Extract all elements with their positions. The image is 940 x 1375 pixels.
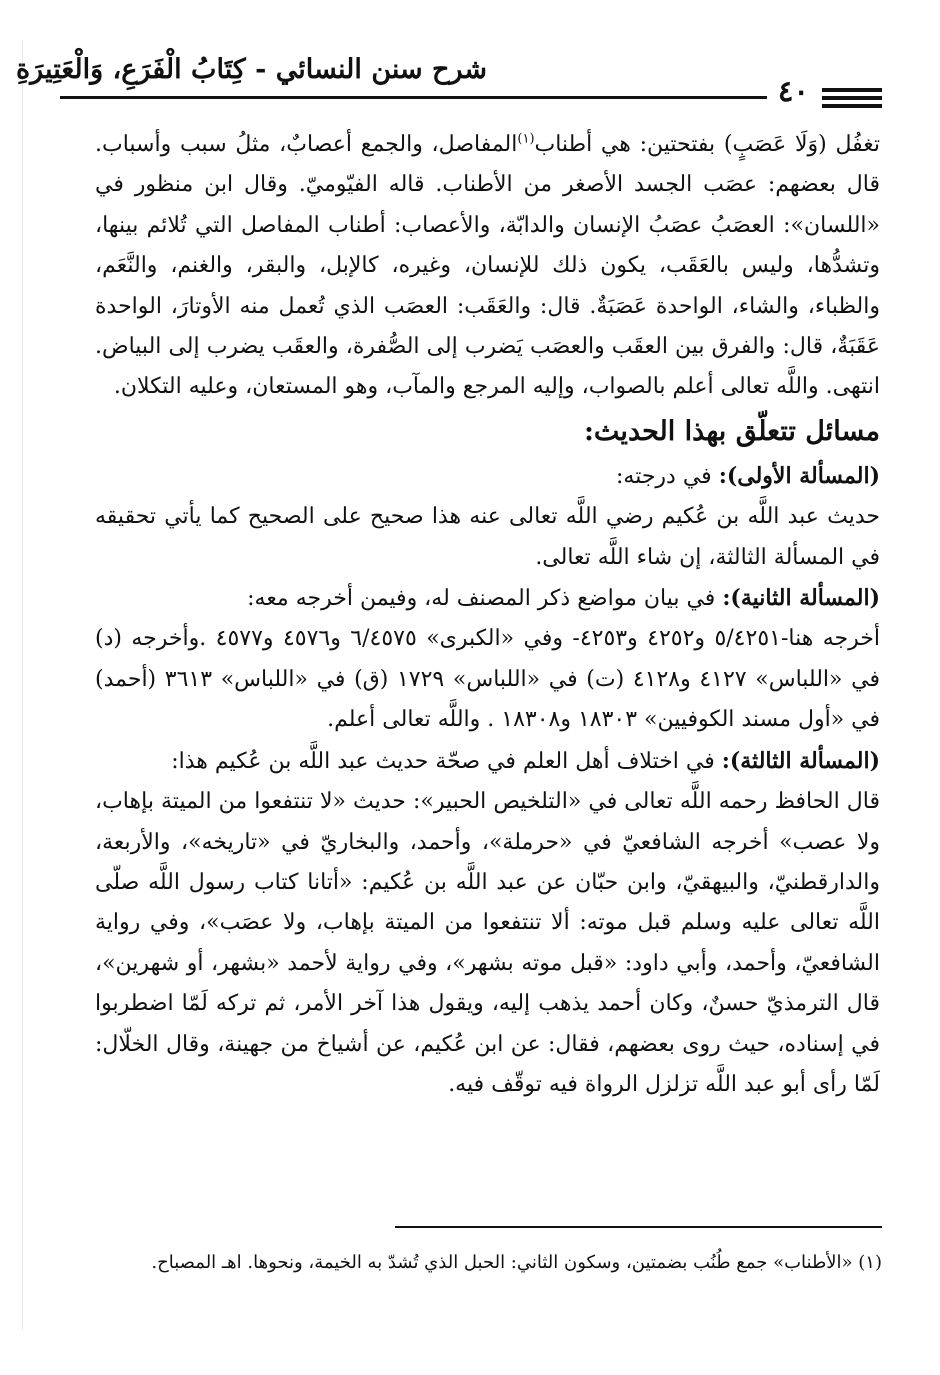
question-1-heading	[95, 456, 880, 497]
footnote-separator	[395, 1226, 882, 1228]
footnote-marker: (١)	[517, 131, 535, 147]
question-1-label: (المسألة الأولى):	[718, 462, 880, 489]
page-number-rule-top	[822, 88, 882, 92]
paragraph-intro: تغفُل (وَلَا عَصَبٍ) بفتحتين: هي أطناب	[534, 132, 881, 157]
page-edge-shadow	[22, 40, 23, 1330]
footnote: (١) «الأطناب» جمع طُنُب بضمتين، وسكون الثاني: الحبل الذي تُشدّ به الخيمة، ونحوها. اهـ المصباح.	[151, 1252, 882, 1273]
question-1-topic: في درجته:	[615, 463, 719, 489]
page-number-rule-middle	[822, 96, 882, 100]
page-number: ٤٠	[777, 74, 809, 108]
main-text	[95, 125, 880, 1105]
question-2-heading	[95, 578, 880, 619]
question-2-text: أخرجه هنا-٥/٤٢٥١ و٤٢٥٢ و٤٢٥٣- وفي «الكبرى» ٦/٤٥٧٥ و٤٥٧٦ و٤٥٧٧ .وأخرجه (د) في «اللباس» ٤١٢٧ و٤١٢٨ (ت) في «اللباس» ١٧٢٩ (ق) في «اللباس» ٣٦١٣ (أحمد) في «أول مسند الكوفيين» ١٨٣٠٣ و١٨٣٠٨ . واللَّه تعالى أعلم.	[95, 626, 880, 733]
section-title: مسائل تتعلّق بهذا الحديث:	[583, 415, 880, 447]
page-number-rule-bottom	[822, 104, 882, 108]
question-3-text: قال الحافظ رحمه اللَّه تعالى في «التلخيص الحبير»: حديث «لا تنتفعوا من الميتة بإهاب، ولا عصب» أخرجه الشافعيّ في «حرملة»، وأحمد، والبخاريّ في «تاريخه»، والأربعة، والدارقطنيّ، والبيهقيّ، وابن حبّان عن عبد اللَّه بن عُكيم: «أتانا كتاب رسول اللَّه صلّى اللَّه تعالى عليه وسلم قبل موته: ألا تنتفعوا من الميتة بإهاب، ولا عصَب»، وفي رواية الشافعيّ، وأحمد، وأبي داود: «قبل موته بشهر»، وفي رواية لأحمد «بشهر، أو شهرين»، قال الترمذيّ حسنٌ، وكان أحمد يذهب إليه، ويقول هذا آخر الأمر، ثم تركه لَمّا اضطربوا في إسناده، حيث روى بعضهم، فقال: عن ابن عُكيم، عن أشياخ من جهينة، وقال الخلّال: لَمّا رأى أبو عبد اللَّه تزلزل الرواة فيه توقّف فيه.	[95, 789, 880, 1097]
question-2-label: (المسألة الثانية):	[722, 585, 880, 612]
running-header-title: شرح سنن النسائي - كِتَابُ الْفَرَعِ، وَالْعَتِيرَةِ	[16, 54, 487, 85]
header-rule	[60, 96, 882, 99]
question-1-text: حديث عبد اللَّه بن عُكيم رضي اللَّه تعالى عنه هذا صحيح على الصحيح كما يأتي تحقيقه في المسألة الثالثة، إن شاء اللَّه تعالى.	[95, 504, 880, 570]
question-3-topic: في اختلاف أهل العلم في صحّة حديث عبد اللَّه بن عُكيم هذا:	[171, 748, 722, 774]
question-3-heading	[95, 741, 880, 782]
paragraph-continuation: المفاصل، والجمع أعصابٌ، مثلُ سبب وأسباب. قال بعضهم: عصَب الجسد الأصغر من الأطناب. قاله الفيّوميّ. وقال ابن منظور في «اللسان»: العصَبُ عصَبُ الإنسان والدابّة، والأعصاب: أطناب المفاصل التي تُلائم بينها، وتشدُّها، وليس بالعَقَب، يكون ذلك للإنسان، وغيره، كالإبل، والبقر، والغنم، والنَّعَم، والظباء، والشاء، الواحدة عَصَبَةٌ. قال: والعَقَب: العصَب الذي تُعمل منه الأوتارَ، الواحدة عَقَبَةٌ، قال: والفرق بين العقَب والعصَب يَضرب إلى الصُّفرة، والعقَب يضرب إلى البياض. انتهى. واللَّه تعالى أعلم بالصواب، وإليه المرجع والمآب، وهو المستعان، وعليه التكلان.	[95, 132, 880, 400]
paragraph-commentary	[95, 125, 880, 408]
question-2-topic: في بيان مواضع ذكر المصنف له، وفيمن أخرجه معه:	[247, 586, 723, 612]
question-3-label: (المسألة الثالثة):	[721, 747, 880, 774]
running-header	[16, 50, 882, 110]
